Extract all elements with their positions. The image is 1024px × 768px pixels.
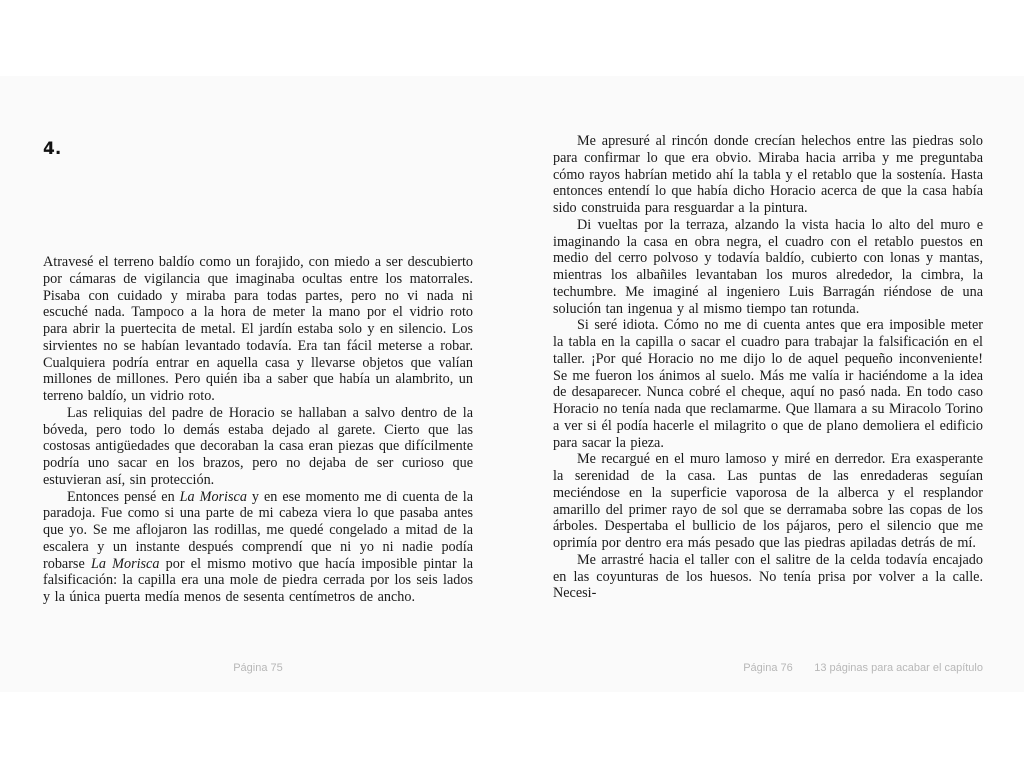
chapter-progress-label: 13 páginas para acabar el capítulo bbox=[814, 662, 983, 674]
paragraph: Di vueltas por la terraza, alzando la vista hacia lo alto del muro e imaginando la casa en obra negra, el cuadro con el retablo puestos en medio del cerro polvoso y todavía baldío, cubierto con lonas y mantas, mientras los albañiles levantaban los muros alrededor, la cimbra, la techumbre. Me imaginé al ingeniero Luis Barragán riéndose de una solución tan ingenua y al mismo tiempo tan rotunda. bbox=[553, 216, 983, 317]
paragraph: Las reliquias del padre de Horacio se hallaban a salvo dentro de la bóveda, pero todo lo demás estaba dejado al garete. Cierto que las costosas antigüedades que decoraban la casa eran piezas que difícilmente podría uno sacar en los brazos, pero no dejaba de ser curioso que estuvieran así, sin protección. bbox=[43, 404, 473, 488]
paragraph: Me apresuré al rincón donde crecían helechos entre las piedras solo para confirmar lo que era obvio. Miraba hacia arriba y me preguntaba cómo rayos habrían metido ahí la tabla y el retablo que la sostenía. Hasta entonces entendí lo que había dicho Horacio acerca de que la casa había sido construida para resguardar a la pintura. bbox=[553, 133, 983, 216]
page-right-body bbox=[553, 133, 983, 602]
page-left[interactable] bbox=[43, 76, 473, 692]
chapter-number-heading: 4. bbox=[43, 139, 62, 159]
reader-surface bbox=[0, 76, 1024, 692]
paragraph: Me arrastré hacia el taller con el salitre de la celda todavía encajado en las coyunturas de los huesos. No tenía prisa por volver a la calle. Necesi- bbox=[553, 551, 983, 602]
page-number-left: Página 75 bbox=[233, 662, 283, 674]
page-left-body bbox=[43, 254, 473, 606]
page-number-right: Página 76 bbox=[743, 662, 793, 674]
page-right[interactable] bbox=[553, 76, 983, 692]
paragraph: Atravesé el terreno baldío como un forajido, con miedo a ser descubierto por cámaras de vigilancia que imaginaba ocultas entre los matorrales. Pisaba con cuidado y miraba para todas partes, pero no vi nada ni escuché nada. Tampoco a la hora de meter la mano por el vidrio roto para abrir la puertecita de metal. El jardín estaba solo y en silencio. Los sirvientes no se habían levantado todavía. Era tan fácil meterse a robar. Cualquiera podría entrar en aquella casa y llevarse objetos que valían millones de millones. Pero quién iba a saber que había un alambrito, un terreno baldío, un vidrio roto. bbox=[43, 254, 473, 404]
paragraph: Me recargué en el muro lamoso y miré en derredor. Era exasperante la serenidad de la casa. Las puntas de las enredaderas seguían meciéndose en la superficie vaporosa de la alberca y el resplandor amarillo del primer rayo de sol que se derramaba sobre las copas de los árboles. Despertaba el bullicio de los pájaros, pero el silencio que me oprimía por dentro era más pesado que las piedras apiladas detrás de mí. bbox=[553, 451, 983, 551]
paragraph: Si seré idiota. Cómo no me di cuenta antes que era imposible meter la tabla en la capilla o sacar el cuadro para trabajar la falsificación en el taller. ¡Por qué Horacio no me dijo lo de aquel pequeño inconveniente! Se me fueron los ánimos al suelo. Más me valía ir haciéndome a la idea de desaparecer. Nunca cobré el cheque, aquí no pasó nada. En todo caso Horacio no tenía nada que reclamarme. Que llamara a su Miracolo Torino a ver si él podía hacerle el milagrito o que de plano demoliera el edificio para sacar la pieza. bbox=[553, 317, 983, 451]
paragraph: Entonces pensé en La Morisca y en ese momento me di cuenta de la paradoja. Fue como si una parte de mi cabeza viera lo que pasaba antes que yo. Se me aflojaron las rodillas, me quedé congelado a mitad de la escalera y un instante después comprendí que ni yo ni nadie podía robarse La Morisca por el mismo motivo que hacía imposible pintar la falsificación: la capilla era una mole de piedra cerrada por los seis lados y la única puerta medía menos de sesenta centímetros de ancho. bbox=[43, 488, 473, 605]
